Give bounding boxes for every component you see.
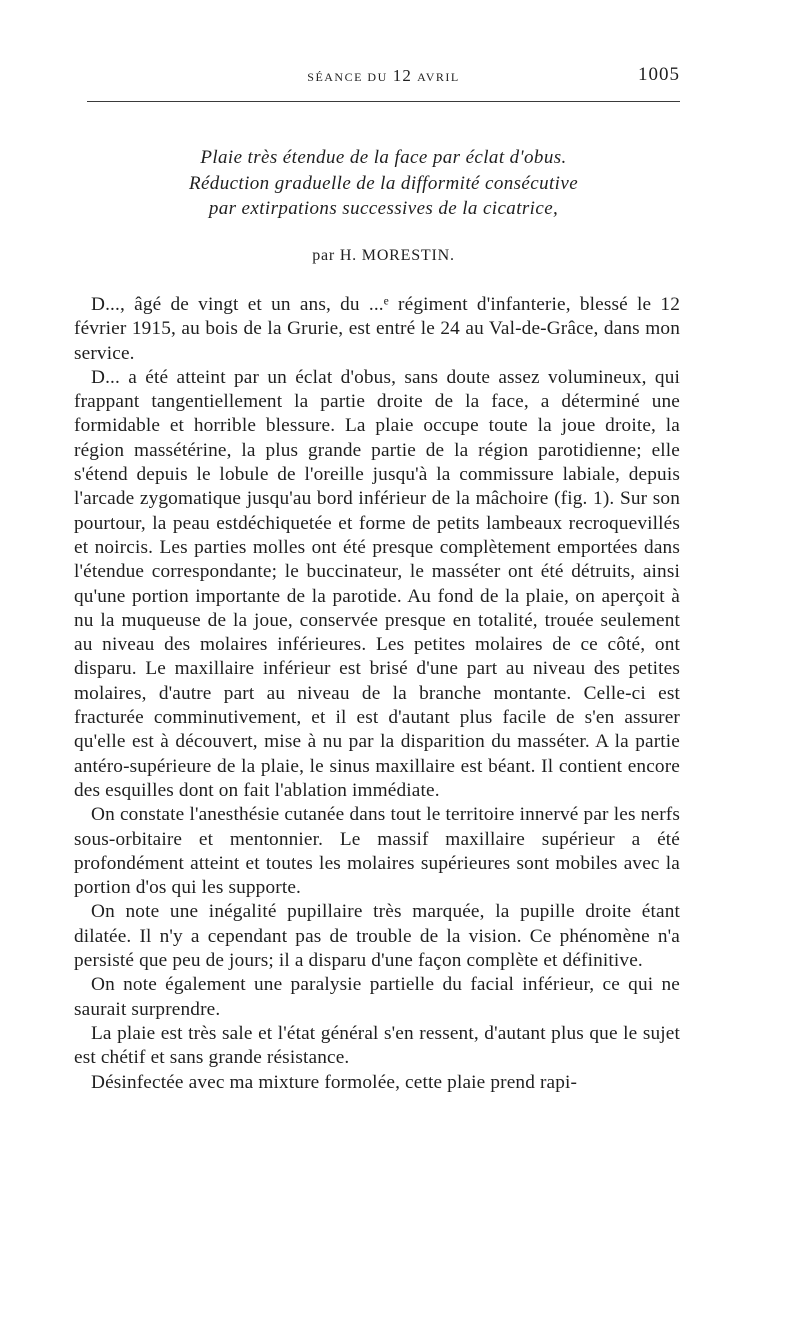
- page-number: 1005: [638, 64, 680, 85]
- paragraph: On constate l'anesthésie cutanée dans tout le territoire innervé par les nerfs sous-orbitaire et mentonnier. Le massif maxillaire supérieur a été profondément atteint et toutes les molaires supérieures sont mobiles avec la portion d'os qui les supporte.: [74, 804, 680, 899]
- paragraph: D..., âgé de vingt et un ans, du ...ᵉ régiment d'infanterie, blessé le 12 février 1915, au bois de la Grurie, est entré le 24 au Val-de-Grâce, dans mon service.: [74, 294, 680, 364]
- header-rule: [87, 101, 680, 102]
- paragraph: On note une inégalité pupillaire très marquée, la pupille droite étant dilatée. Il n'y a cependant pas de trouble de la vision. Ce phénomène n'a persisté que peu de jours; il a disparu d'une façon complète et définitive.: [74, 901, 680, 972]
- running-title-month: AVRIL: [417, 70, 460, 84]
- running-title-day: 12: [392, 66, 413, 85]
- article-title: [87, 145, 680, 222]
- article-title-line: Plaie très étendue de la face par éclat d'obus.: [200, 147, 567, 168]
- running-title: [87, 66, 680, 86]
- article-body: [74, 293, 680, 1095]
- article-title-line: par extirpations successives de la cicatrice,: [208, 198, 559, 219]
- running-head: [87, 66, 680, 90]
- article-title-line: Réduction graduelle de la difformité consécutive: [188, 172, 579, 194]
- paragraph: La plaie est très sale et l'état général s'en ressent, d'autant plus que le sujet est chétif et sans grande résistance.: [74, 1022, 680, 1069]
- paragraph: D... a été atteint par un éclat d'obus, sans doute assez volumineux, qui frappant tangentiellement la partie droite de la face, a déterminé une formidable et horrible blessure. La plaie occupe toute la joue droite, la région massétérine, la plus grande partie de la région parotidienne; elle s'étend depuis le lobule de l'oreille jusqu'à la commissure labiale, depuis l'arcade zygomatique jusqu'au bord inférieur de la mâchoire (fig. 1). Sur son pourtour, la peau estdéchiquetée et forme de petits lambeaux recroquevillés et noircis. Les parties molles ont été presque complètement emportées dans l'étendue correspondante; le buccinateur, le masséter ont été détruits, ainsi qu'une portion importante de la parotide. Au fond de la plaie, on aperçoit à nu la muqueuse de la joue, conservée presque en totalité, trouée seulement au niveau des molaires inférieures. Les petites molaires de ce côté, ont disparu. Le maxillaire inférieur est brisé d'une part au niveau des petites molaires, d'autre part au niveau de la branche montante. Celle-ci est fracturée comminutivement, et il est d'autant plus facile de s'en assurer qu'elle est à découvert, mise à nu par la disparition du masséter. A la partie antéro-supérieure de la plaie, le sinus maxillaire est béant. Il contient encore des esquilles dont on fait l'ablation immédiate.: [74, 366, 680, 801]
- running-title-words: SÉANCE DU: [307, 70, 388, 84]
- paragraph: Désinfectée avec ma mixture formolée, cette plaie prend rapi-: [91, 1071, 578, 1093]
- paragraph: On note également une paralysie partielle du facial inférieur, ce qui ne saurait surprendre.: [74, 974, 680, 1020]
- author-line: par H. MORESTIN.: [312, 247, 455, 264]
